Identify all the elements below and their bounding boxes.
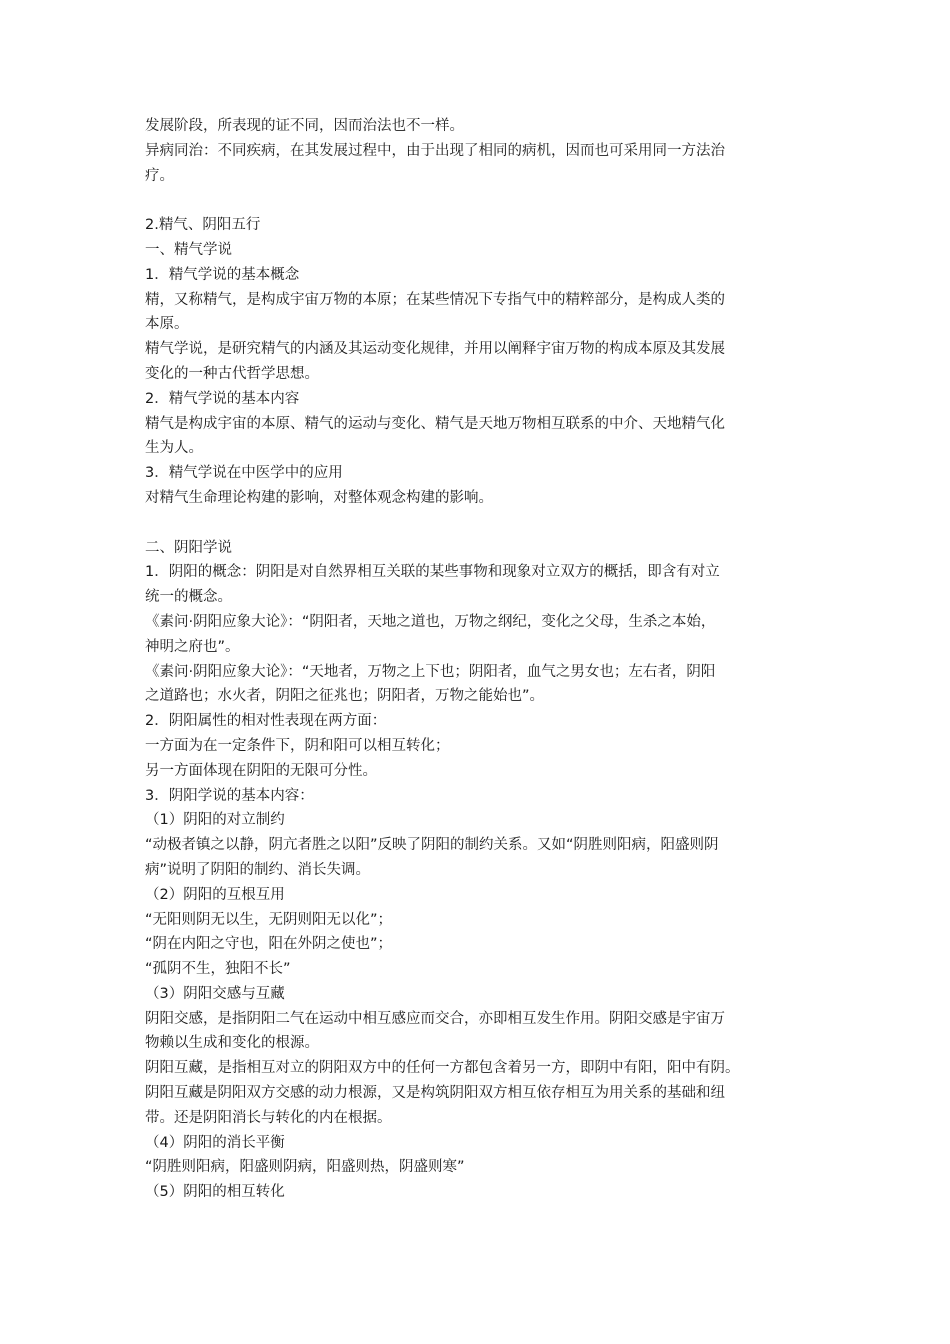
text-line: 一、精气学说	[145, 241, 232, 258]
text-line: 变化的一种古代哲学思想。	[145, 365, 319, 382]
text-line: 异病同治：不同疾病，在其发展过程中，由于出现了相同的病机，因而也可采用同一方法治	[145, 142, 725, 159]
text-line: “无阳则阴无以生，无阴则阳无以化”；	[145, 911, 393, 928]
text-line: “阴在内阳之守也，阳在外阴之使也”；	[145, 936, 393, 953]
text-line: 《素问·阴阳应象大论》：“阴阳者，天地之道也，万物之纲纪，变化之父母，生杀之本始，	[145, 613, 716, 630]
text-line: 疗。	[145, 167, 174, 184]
text-line: 统一的概念。	[145, 589, 232, 606]
blank-line	[145, 511, 810, 536]
text-line: 2.精气、阴阳五行	[145, 217, 261, 234]
text-line: 精气是构成宇宙的本原、精气的运动与变化、精气是天地万物相互联系的中介、天地精气化	[145, 415, 725, 432]
text-line: 3．精气学说在中医学中的应用	[145, 465, 343, 482]
text-line: “阴胜则阳病，阳盛则阴病，阳盛则热，阴盛则寒”	[145, 1159, 465, 1176]
text-line: （3）阴阳交感与互藏	[145, 985, 285, 1002]
text-line: 1．精气学说的基本概念	[145, 266, 300, 283]
text-line: 2．阴阳属性的相对性表现在两方面：	[145, 713, 387, 730]
document-page	[145, 114, 810, 1205]
text-line: （4）阴阳的消长平衡	[145, 1134, 285, 1151]
text-line: 阴阳互藏，是指相互对立的阴阳双方中的任何一方都包含着另一方，即阴中有阳，阳中有阴。	[145, 1060, 740, 1077]
text-line: 1．阴阳的概念：阴阳是对自然界相互关联的某些事物和现象对立双方的概括，即含有对立	[145, 564, 720, 581]
text-line: 一方面为在一定条件下，阴和阳可以相互转化；	[145, 737, 450, 754]
text-line: 另一方面体现在阴阳的无限可分性。	[145, 762, 377, 779]
text-line: 生为人。	[145, 440, 203, 457]
text-line: 带。还是阴阳消长与转化的内在根据。	[145, 1109, 392, 1126]
text-line: （2）阴阳的互根互用	[145, 886, 285, 903]
text-line: 《素问·阴阳应象大论》：“天地者，万物之上下也；阴阳者，血气之男女也；左右者，阴阳	[145, 663, 716, 680]
text-line: “动极者镇之以静，阴亢者胜之以阳”反映了阴阳的制约关系。又如“阴胜则阳病，阳盛则阴	[145, 837, 719, 854]
text-line: 本原。	[145, 316, 189, 333]
text-line: 病”说明了阴阳的制约、消长失调。	[145, 861, 371, 878]
text-line: “孤阴不生，独阳不长”	[145, 961, 291, 978]
text-line: 对精气生命理论构建的影响，对整体观念构建的影响。	[145, 489, 493, 506]
text-line: 物赖以生成和变化的根源。	[145, 1035, 319, 1052]
text-line: 阴阳互藏是阴阳双方交感的动力根源，又是构筑阴阳双方相互依存相互为用关系的基础和纽	[145, 1085, 725, 1102]
text-line: 精，又称精气，是构成宇宙万物的本原；在某些情况下专指气中的精粹部分，是构成人类的	[145, 291, 725, 308]
text-line: 阴阳交感，是指阴阳二气在运动中相互感应而交合，亦即相互发生作用。阴阳交感是宇宙万	[145, 1010, 725, 1027]
text-line: 2．精气学说的基本内容	[145, 390, 300, 407]
text-line: 发展阶段，所表现的证不同，因而治法也不一样。	[145, 118, 464, 134]
text-line: 3．阴阳学说的基本内容：	[145, 787, 314, 804]
text-line: 二、阴阳学说	[145, 539, 232, 556]
blank-line	[145, 188, 810, 213]
text-line: 神明之府也”。	[145, 638, 240, 655]
text-line: （1）阴阳的对立制约	[145, 812, 285, 829]
text-line: （5）阴阳的相互转化	[145, 1184, 285, 1201]
text-line: 精气学说，是研究精气的内涵及其运动变化规律，并用以阐释宇宙万物的构成本原及其发展	[145, 341, 725, 358]
text-line: 之道路也；水火者，阴阳之征兆也；阴阳者，万物之能始也”。	[145, 688, 545, 705]
